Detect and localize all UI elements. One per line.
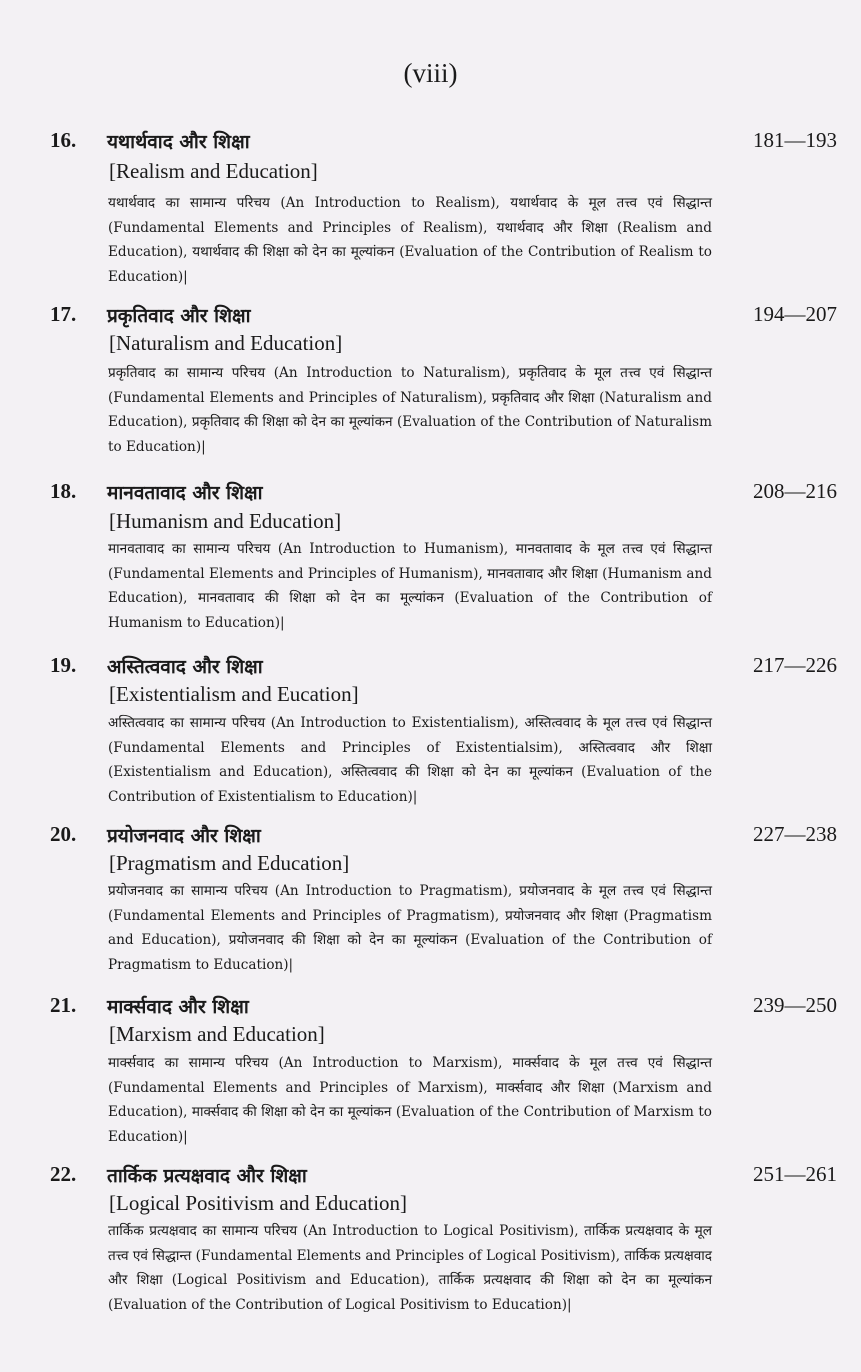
chapter-number: 21.: [50, 993, 77, 1017]
chapter-title-english: [Existentialism and Eucation]: [109, 682, 359, 706]
chapter-title-english: [Humanism and Education]: [109, 509, 342, 533]
chapter-description: मार्क्सवाद का सामान्य परिचय (An Introduction to Marxism), मार्क्सवाद के मूल तत्त्व एवं सिद्धान्त (Fundamental Elements and Principles of Marxism), मार्क्सवाद और शिक्षा (Marxism and Education), मार्क्सवाद की शिक्षा को देन का मूल्यांकन (Evaluation of the Contribution of Marxism to Education)|: [108, 1055, 712, 1145]
chapter-title-english: [Naturalism and Education]: [109, 331, 343, 355]
chapter-number: 17.: [50, 302, 77, 326]
chapter-title-hindi: मानवतावाद और शिक्षा: [107, 482, 263, 504]
chapter-title-hindi: प्रयोजनवाद और शिक्षा: [107, 825, 261, 847]
chapter-title-english: [Marxism and Education]: [109, 1022, 325, 1046]
chapter-title-english: [Logical Positivism and Education]: [109, 1191, 408, 1215]
chapter-title-hindi: प्रकृतिवाद और शिक्षा: [107, 305, 251, 327]
page-range: 251—261: [753, 1162, 837, 1186]
chapter-title-english: [Realism and Education]: [109, 159, 318, 183]
chapter-description: प्रकृतिवाद का सामान्य परिचय (An Introduction to Naturalism), प्रकृतिवाद के मूल तत्त्व एवं सिद्धान्त (Fundamental Elements and Principles of Naturalism), प्रकृतिवाद और शिक्षा (Naturalism and Education), प्रकृतिवाद की शिक्षा को देन का मूल्यांकन (Evaluation of the Contribution of Naturalism to Education)|: [108, 365, 712, 455]
chapter-title-hindi: यथार्थवाद और शिक्षा: [107, 131, 250, 153]
chapter-description: अस्तित्ववाद का सामान्य परिचय (An Introduction to Existentialism), अस्तित्ववाद के मूल तत्त्व एवं सिद्धान्त (Fundamental Elements and Principles of Existentialsim), अस्तित्ववाद और शिक्षा (Existentialism and Education), अस्तित्ववाद की शिक्षा को देन का मूल्यांकन (Evaluation of the Contribution of Existentialism to Education)|: [108, 715, 712, 805]
page-range: 239—250: [753, 993, 837, 1017]
page-range: 217—226: [753, 653, 837, 677]
chapter-number: 18.: [50, 479, 77, 503]
chapter-number: 22.: [50, 1162, 77, 1186]
chapter-number: 20.: [50, 822, 77, 846]
chapter-number: 16.: [50, 128, 77, 152]
page-range: 194—207: [753, 302, 837, 326]
chapter-description: प्रयोजनवाद का सामान्य परिचय (An Introduction to Pragmatism), प्रयोजनवाद के मूल तत्त्व एवं सिद्धान्त (Fundamental Elements and Principles of Pragmatism), प्रयोजनवाद और शिक्षा (Pragmatism and Education), प्रयोजनवाद की शिक्षा को देन का मूल्यांकन (Evaluation of the Contribution of Pragmatism to Education)|: [108, 883, 712, 973]
chapter-title-hindi: अस्तित्ववाद और शिक्षा: [107, 656, 263, 678]
chapter-title-hindi: मार्क्सवाद और शिक्षा: [107, 996, 249, 1018]
page-range: 227—238: [753, 822, 837, 846]
chapter-description: तार्किक प्रत्यक्षवाद का सामान्य परिचय (An Introduction to Logical Positivism), तार्किक प्रत्यक्षवाद के मूल तत्त्व एवं सिद्धान्त (Fundamental Elements and Principles of Logical Positivism), तार्किक प्रत्यक्षवाद और शिक्षा (Logical Positivism and Education), तार्किक प्रत्यक्षवाद की शिक्षा को देन का मूल्यांकन (Evaluation of the Contribution of Logical Positivism to Education)|: [108, 1223, 712, 1313]
chapter-description: यथार्थवाद का सामान्य परिचय (An Introduction to Realism), यथार्थवाद के मूल तत्त्व एवं सिद्धान्त (Fundamental Elements and Principles of Realism), यथार्थवाद और शिक्षा (Realism and Education), यथार्थवाद की शिक्षा को देन का मूल्यांकन (Evaluation of the Contribution of Realism to Education)|: [108, 195, 712, 285]
chapter-title-hindi: तार्किक प्रत्यक्षवाद और शिक्षा: [107, 1165, 307, 1187]
chapter-description: मानवतावाद का सामान्य परिचय (An Introduction to Humanism), मानवतावाद के मूल तत्त्व एवं सिद्धान्त (Fundamental Elements and Principles of Humanism), मानवतावाद और शिक्षा (Humanism and Education), मानवतावाद की शिक्षा को देन का मूल्यांकन (Evaluation of the Contribution of Humanism to Education)|: [108, 541, 712, 631]
chapter-title-english: [Pragmatism and Education]: [109, 851, 350, 875]
page-range: 181—193: [753, 128, 837, 152]
page-range: 208—216: [753, 479, 837, 503]
page-number: (viii): [403, 58, 458, 88]
chapter-number: 19.: [50, 653, 77, 677]
